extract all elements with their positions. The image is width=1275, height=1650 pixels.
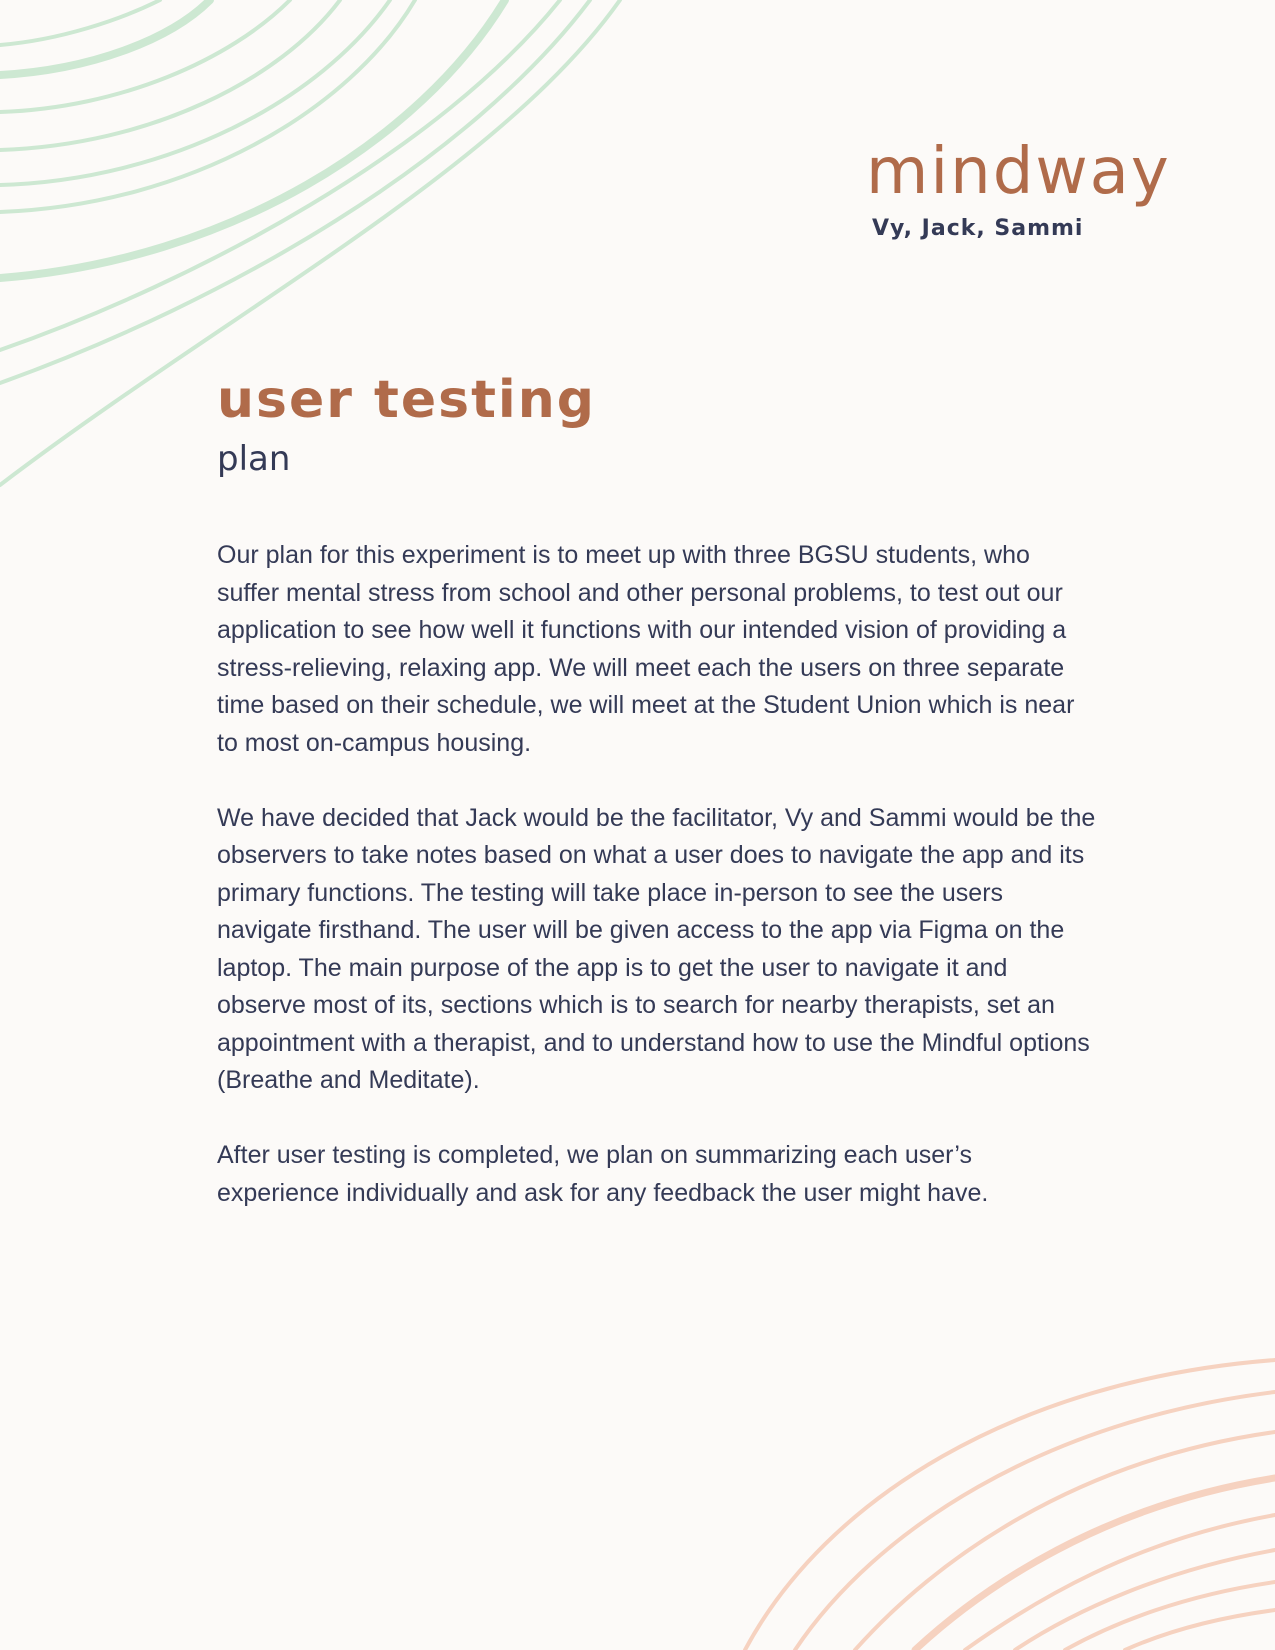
peach-arc-lines-decoration bbox=[715, 1310, 1275, 1650]
brand-authors: Vy, Jack, Sammi bbox=[872, 216, 1084, 241]
paragraph-follow-up: After user testing is completed, we plan on summarizing each user’s experience individually and ask for any feedback the user might have. bbox=[217, 1141, 989, 1207]
paragraph-roles-and-setup: We have decided that Jack would be the facilitator, Vy and Sammi would be the observers to take notes based on what a user does to navigate the app and its primary functions. The testing will take place in-person to see the users navigate firsthand. The user will be given access to the app via Figma on the laptop. The main purpose of the app is to get the user to navigate it and observe most of its, sections which is to search for nearby therapists, set an appointment with a therapist, and to understand how to use the Mindful options (Breathe and Meditate). bbox=[217, 803, 1096, 1094]
brand-logo-text: mindway bbox=[866, 135, 1171, 209]
page-subtitle: plan bbox=[217, 439, 291, 480]
paragraph-plan-overview: Our plan for this experiment is to meet up with three BGSU students, who suffer mental stress from school and other personal problems, to test out our application to see how well it functions with our intended vision of providing a stress-relieving, relaxing app. We will meet each the users on three separate time based on their schedule, we will meet at the Student Union which is near to most on-campus housing. bbox=[217, 541, 1075, 757]
body-text bbox=[217, 537, 1097, 1250]
brand-block bbox=[866, 135, 1196, 241]
page-title: user testing bbox=[217, 370, 596, 430]
document-heading bbox=[217, 372, 596, 480]
